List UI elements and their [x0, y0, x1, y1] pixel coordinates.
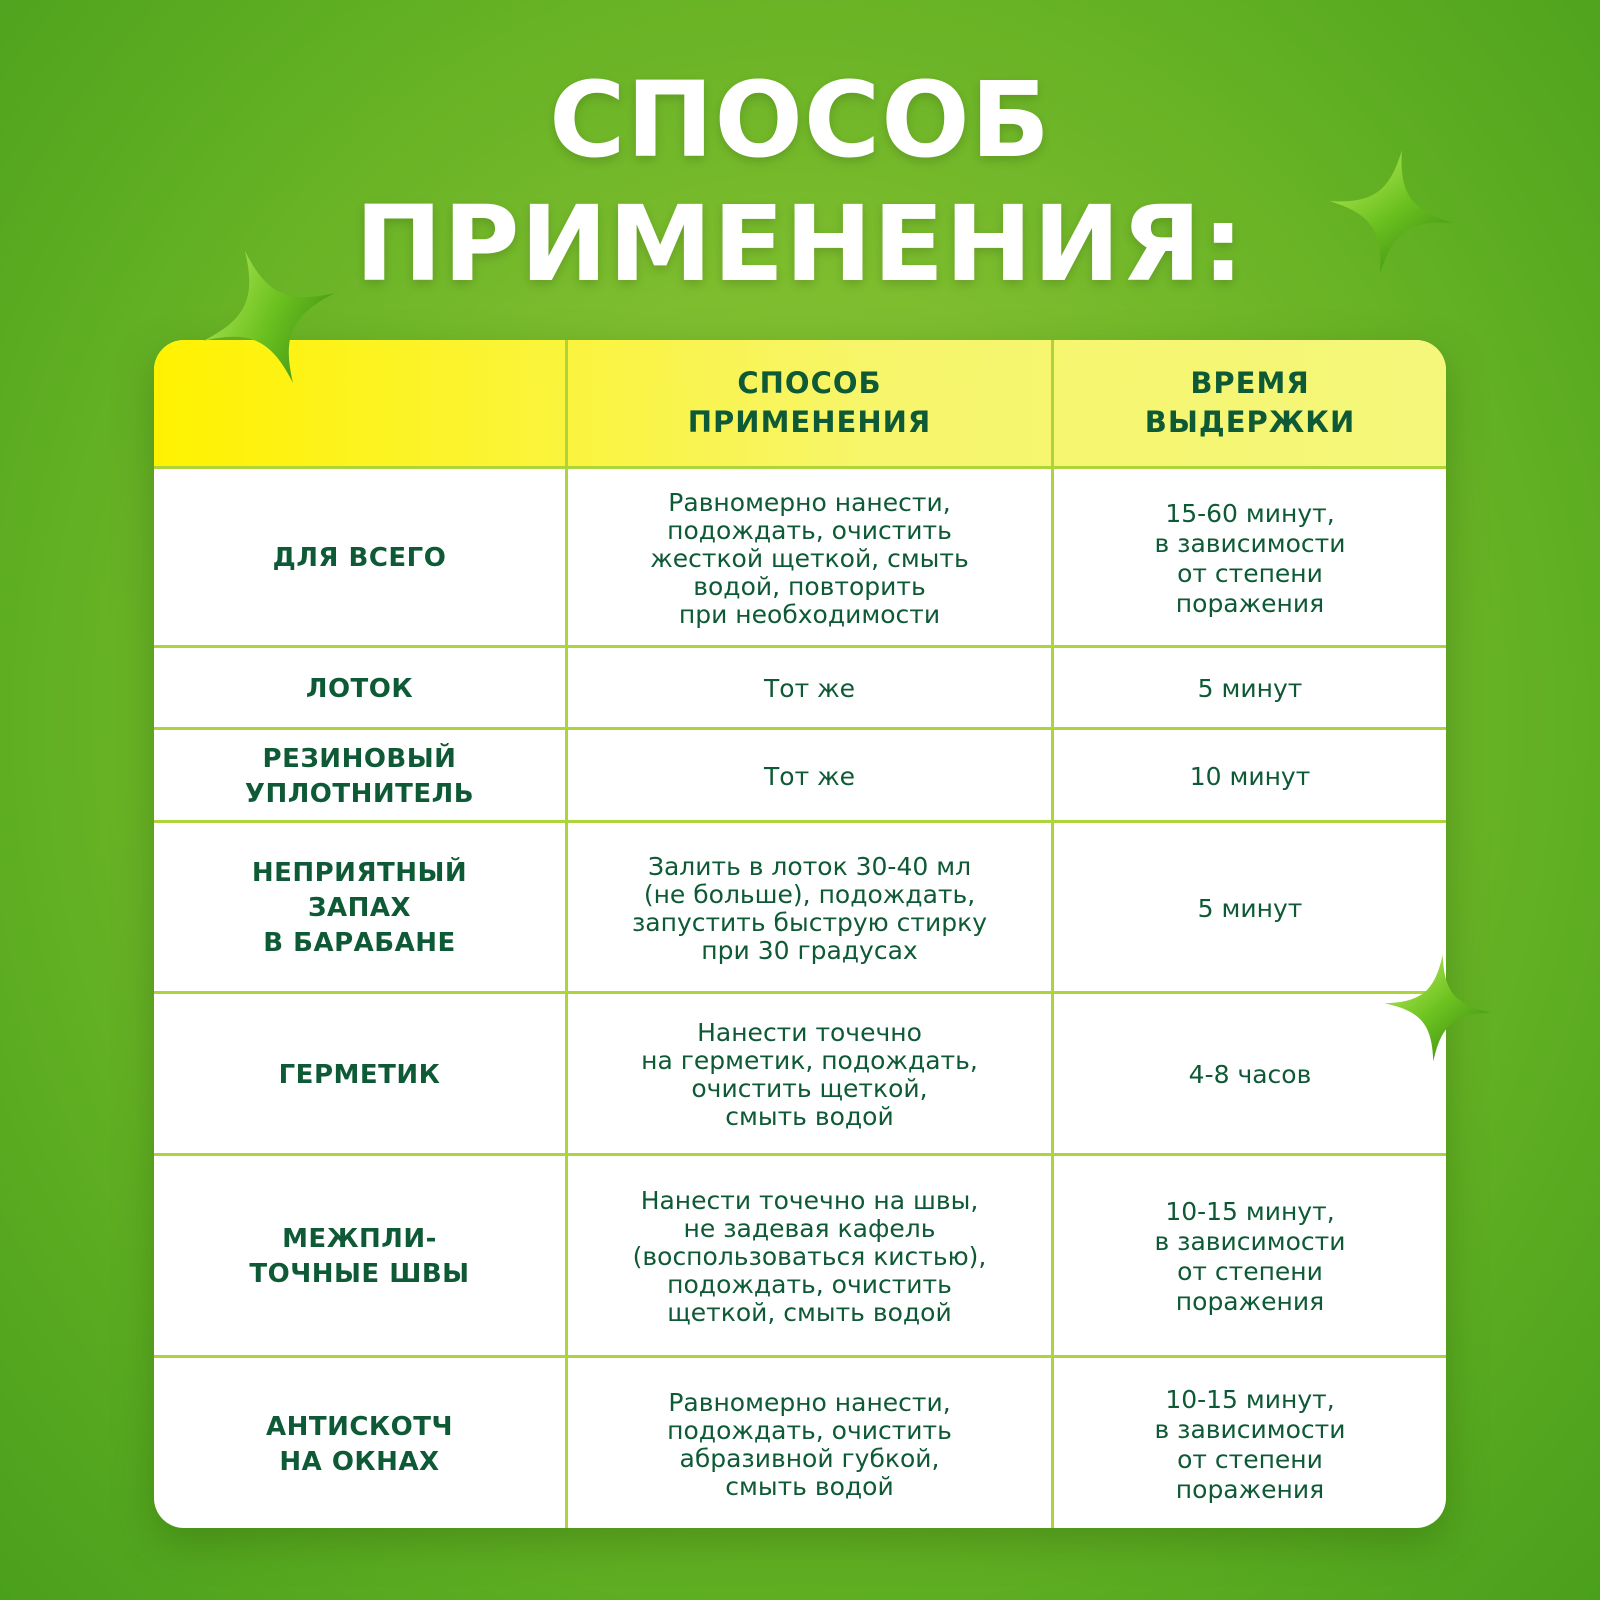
row-method: Залить в лоток 30-40 мл (не больше), подождать, запустить быструю стирку при 30 градусах	[568, 823, 1054, 994]
row-method: Нанести точечно на швы, не задевая кафель (воспользоваться кистью), подождать, очистить щеткой, смыть водой	[568, 1156, 1054, 1358]
row-time: 5 минут	[1197, 893, 1303, 923]
table-row	[154, 727, 1446, 823]
table-header-row	[154, 340, 1446, 466]
table-row	[154, 466, 1446, 648]
row-method: Тот же	[568, 648, 1054, 730]
table-row	[154, 645, 1446, 730]
row-surface: ДЛЯ ВСЕГО	[154, 469, 568, 648]
usage-table	[154, 340, 1446, 1528]
sparkle-star-icon	[196, 244, 342, 390]
row-time: 10-15 минут, в зависимости от степени поражения	[1154, 1197, 1346, 1316]
table-row	[154, 1355, 1446, 1528]
row-surface: ГЕРМЕТИК	[154, 994, 568, 1156]
row-surface: РЕЗИНОВЫЙ УПЛОТНИТЕЛЬ	[154, 730, 568, 823]
row-method: Нанести точечно на герметик, подождать, очистить щеткой, смыть водой	[568, 994, 1054, 1156]
row-surface: АНТИСКОТЧ НА ОКНАХ	[154, 1358, 568, 1528]
row-method: Равномерно нанести, подождать, очистить жесткой щеткой, смыть водой, повторить при необходимости	[568, 469, 1054, 648]
row-time: 10 минут	[1189, 761, 1311, 791]
header-method: СПОСОБ ПРИМЕНЕНИЯ	[568, 340, 1054, 466]
row-surface: МЕЖПЛИ- ТОЧНЫЕ ШВЫ	[154, 1156, 568, 1358]
table-row	[154, 991, 1446, 1156]
row-surface: НЕПРИЯТНЫЙ ЗАПАХ В БАРАБАНЕ	[154, 823, 568, 994]
row-method: Тот же	[568, 730, 1054, 823]
title-line-2: ПРИМЕНЕНИЯ:	[355, 183, 1245, 305]
row-surface: ЛОТОК	[154, 648, 568, 730]
sparkle-star-icon	[1382, 952, 1494, 1064]
table-row	[154, 1153, 1446, 1358]
row-time: 15-60 минут, в зависимости от степени поражения	[1154, 498, 1346, 618]
table-row	[154, 820, 1446, 994]
row-time: 4-8 часов	[1188, 1060, 1312, 1089]
sparkle-star-icon	[1326, 142, 1456, 282]
header-time: ВРЕМЯ ВЫДЕРЖКИ	[1144, 366, 1356, 439]
row-method: Равномерно нанести, подождать, очистить абразивной губкой, смыть водой	[568, 1358, 1054, 1528]
row-time: 10-15 минут, в зависимости от степени поражения	[1154, 1384, 1346, 1504]
row-time: 5 минут	[1197, 674, 1303, 703]
title-line-1: СПОСОБ	[549, 59, 1051, 181]
